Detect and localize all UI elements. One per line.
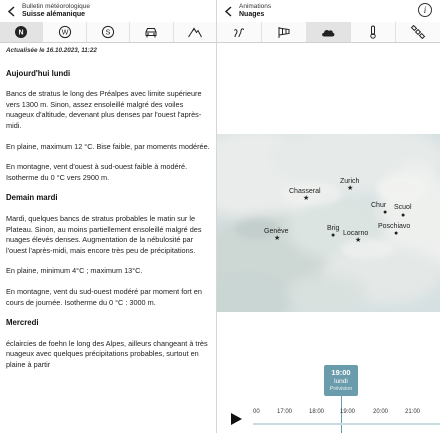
windsock-icon <box>276 25 292 39</box>
back-button[interactable] <box>217 0 239 22</box>
south-circle-icon <box>100 25 116 39</box>
city-label-locarno: Locarno <box>343 230 369 237</box>
city-marker-icon: ● <box>394 230 399 237</box>
timeline-tick: 21:00 <box>405 409 421 415</box>
current-time: 19:00 <box>331 368 351 377</box>
section-heading-today: Aujourd'hui lundi <box>6 68 71 78</box>
animation-title: Nuages <box>239 11 265 19</box>
timeline-tick: 19:00 <box>340 409 356 415</box>
satellite-icon <box>410 25 426 39</box>
tab-west[interactable] <box>43 22 86 42</box>
city-label-zurich: Zurich <box>340 178 360 185</box>
tab-north-label: N <box>18 29 24 37</box>
city-marker-icon: ★ <box>274 235 281 242</box>
city-label-geneve: Genève <box>264 228 289 235</box>
thermometer-icon <box>365 25 381 39</box>
city-label-scuol: Scuol <box>394 204 412 211</box>
play-button[interactable] <box>229 412 243 426</box>
tab-temperature[interactable] <box>351 22 396 42</box>
car-road-icon <box>143 25 159 39</box>
timeline-track[interactable] <box>253 423 440 425</box>
animation-panel <box>217 0 440 433</box>
city-label-chur: Chur <box>371 202 387 209</box>
city-marker-icon: ● <box>401 212 406 219</box>
cloud-map[interactable] <box>217 134 440 312</box>
wind-icon <box>231 25 247 39</box>
chevron-left-icon <box>7 6 16 17</box>
city-label-brig: Brig <box>327 225 340 232</box>
section-heading-wednesday: Mercredi <box>6 318 39 328</box>
tab-roads[interactable] <box>130 22 173 42</box>
timeline-tick: 00 <box>253 409 260 415</box>
bulletin-text <box>6 46 212 380</box>
play-icon <box>231 413 242 425</box>
timeline-tick: 18:00 <box>309 409 325 415</box>
bulletin-supertitle: Bulletin météorologique <box>22 2 90 10</box>
city-label-chasseral: Chasseral <box>289 188 321 195</box>
info-icon: i <box>423 5 427 15</box>
cloud-icon <box>320 25 336 39</box>
tab-north[interactable] <box>0 22 43 42</box>
bulletin-title: Suisse alémanique <box>22 11 86 19</box>
current-day: lundi <box>334 378 348 385</box>
tab-south-label: S <box>105 29 111 37</box>
animation-layer-tabs <box>217 22 440 43</box>
weather-bulletin-panel <box>0 0 216 433</box>
timeline-ticks <box>253 409 440 421</box>
forecast-label: Prévision <box>329 386 353 392</box>
bulletin-header <box>0 0 216 22</box>
current-time-badge <box>324 365 358 396</box>
west-circle-icon <box>57 25 73 39</box>
bulletin-region-tabs <box>0 22 216 43</box>
mountain-icon <box>187 25 203 39</box>
timeline-tick: 20:00 <box>373 409 389 415</box>
city-label-poschiavo: Poschiavo <box>378 223 411 230</box>
paragraph: En plaine, minimum 4°C ; maximum 13°C. <box>6 266 143 276</box>
paragraph: Mardi, quelques bancs de stratus probables le matin sur le Plateau. Sinon, au moins partiellement ensoleillé malgré des nuages élevés denses. Augmentation de la nébulosité par l'ouest l'après-midi, mais encore très peu de précipitations. <box>6 213 202 255</box>
tab-west-label: W <box>61 29 68 37</box>
back-button[interactable] <box>0 0 22 22</box>
tab-south[interactable] <box>87 22 130 42</box>
city-marker-icon: ★ <box>303 195 310 202</box>
info-button[interactable] <box>418 3 432 17</box>
updated-timestamp: Actualisée le 16.10.2023, 11:22 <box>6 47 97 54</box>
paragraph: En montagne, vent du sud-ouest modéré par moment fort en cours de journée. Isotherme du 0 °C : 3000 m. <box>6 286 202 307</box>
city-marker-icon: ● <box>331 232 336 239</box>
north-circle-icon <box>13 25 29 39</box>
animation-header <box>217 0 440 22</box>
paragraph: En montagne, vent d'ouest à sud-ouest faible à modéré. Isotherme du 0 °C vers 2900 m. <box>6 162 188 182</box>
animation-timeline <box>217 365 440 433</box>
tab-wind[interactable] <box>217 22 262 42</box>
paragraph: En plaine, maximum 12 °C. Bise faible, par moments modérée. <box>6 141 210 151</box>
city-marker-icon: ● <box>383 209 388 216</box>
tab-mountains[interactable] <box>174 22 216 42</box>
paragraph: éclaircies de foehn le long des Alpes, ailleurs changeant à très nuageux avec quelques précipitations probables, surtout en plaine à partir <box>6 338 208 369</box>
city-marker-icon: ★ <box>347 185 354 192</box>
section-heading-tomorrow: Demain mardi <box>6 193 58 203</box>
paragraph: Bancs de stratus le long des Préalpes avec limite supérieure vers 1300 m. Sinon, assez ensoleillé malgré des voiles nuageux d'altitude, devenant plus denses par l'ouest l'après-midi. <box>6 89 202 130</box>
city-marker-icon: ★ <box>355 237 362 244</box>
tab-satellite[interactable] <box>396 22 440 42</box>
tab-clouds[interactable] <box>307 22 352 42</box>
timeline-tick: 17:00 <box>277 409 293 415</box>
animation-supertitle: Animations <box>239 2 272 10</box>
tab-gusts[interactable] <box>262 22 307 42</box>
chevron-left-icon <box>224 6 233 17</box>
